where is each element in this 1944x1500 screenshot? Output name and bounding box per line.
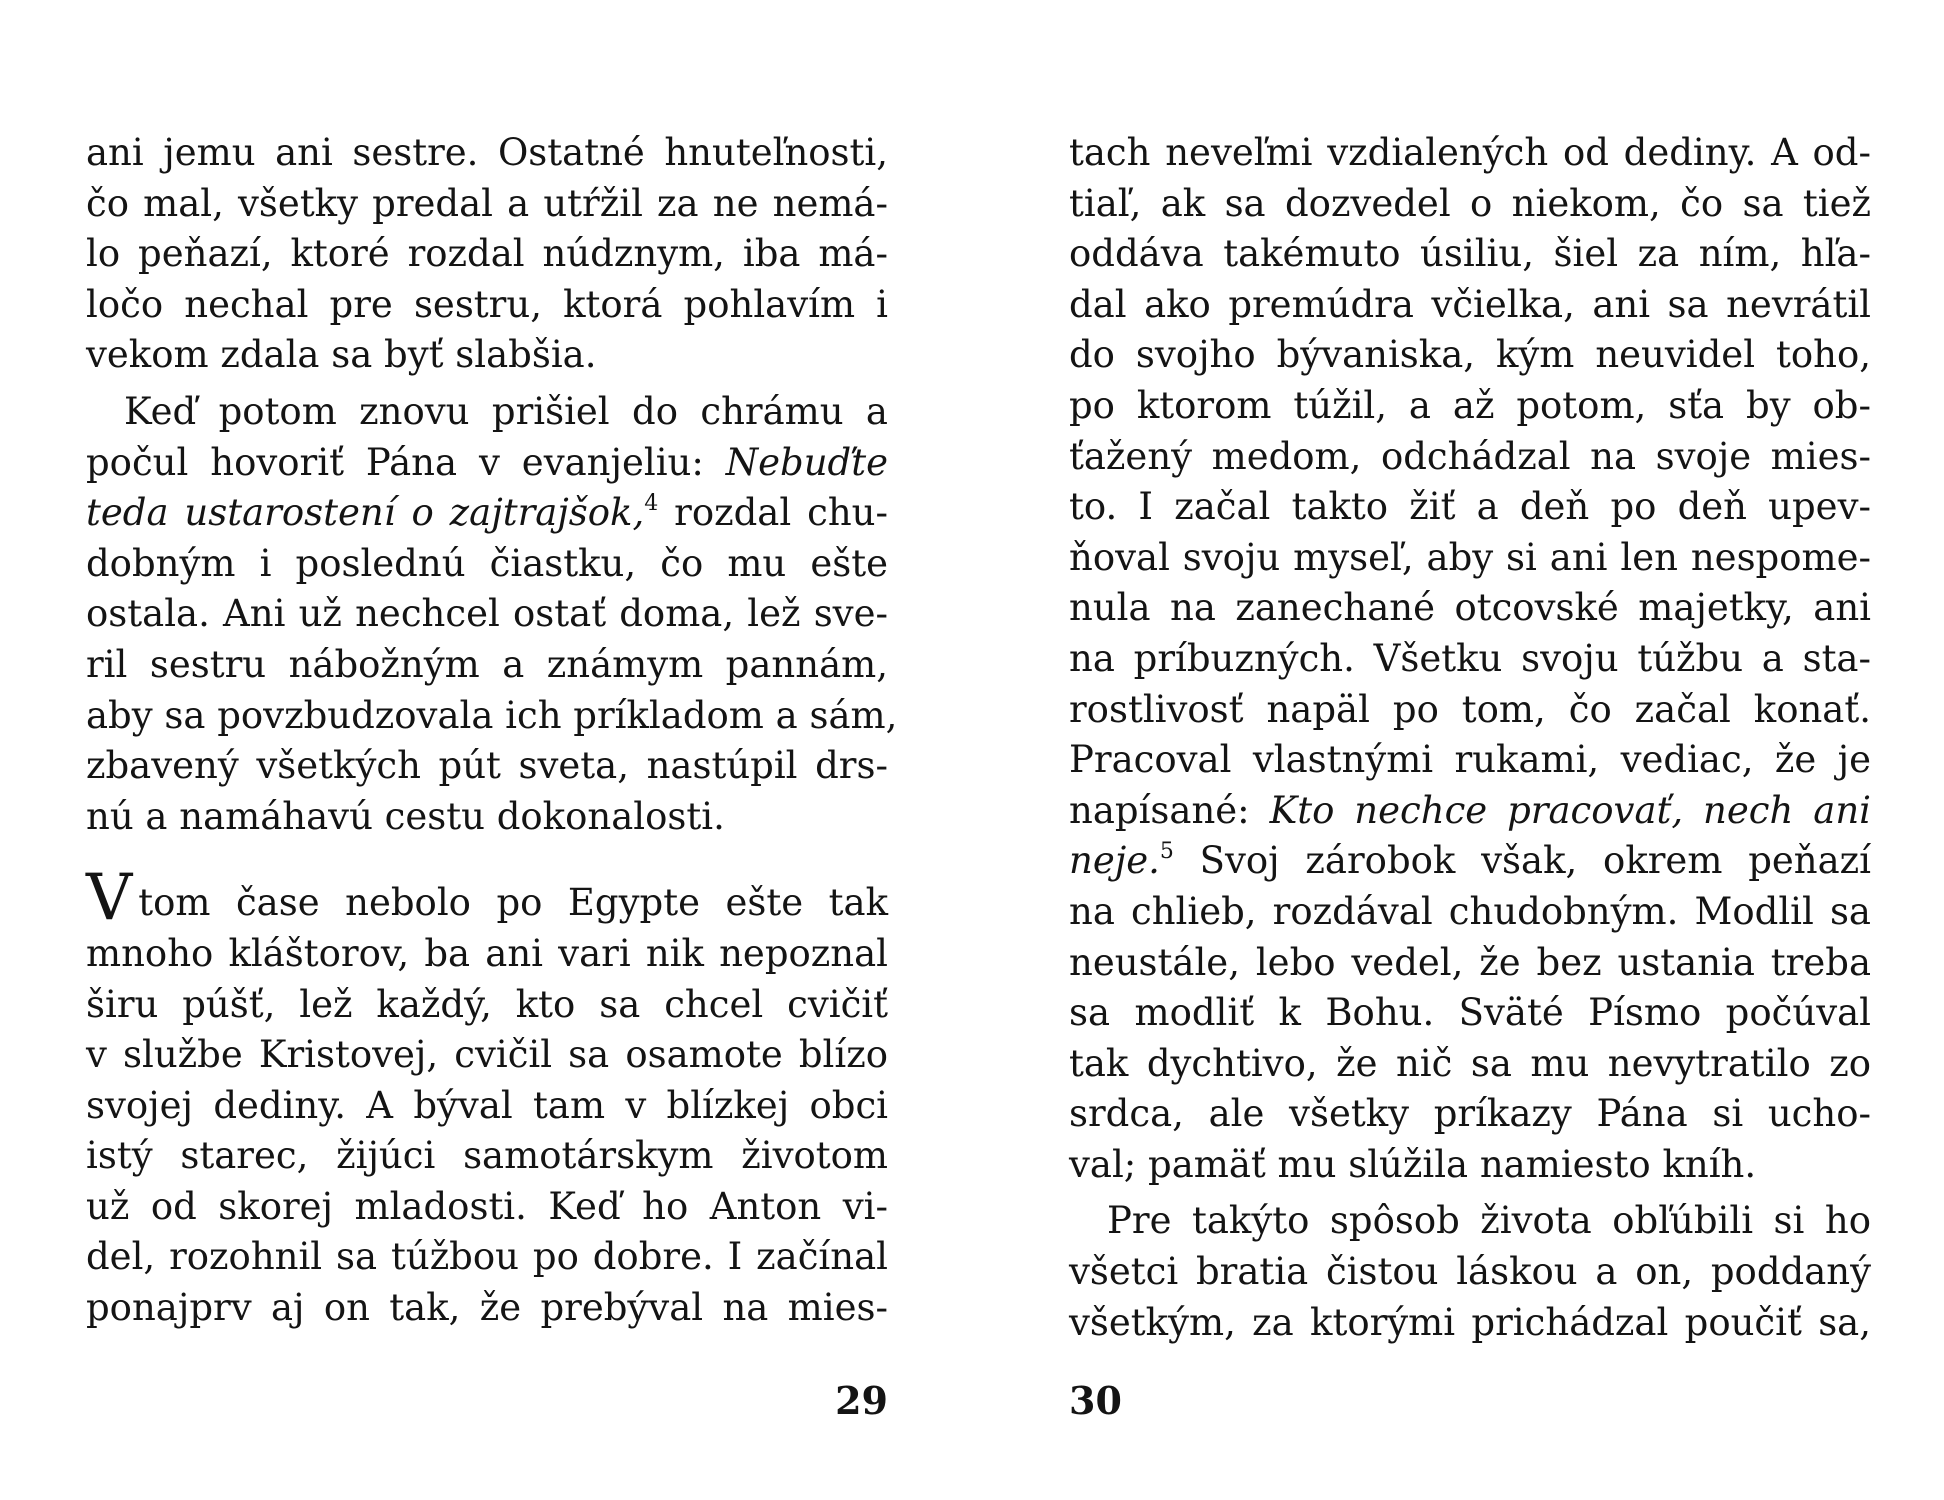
text-line: do svojho bývaniska, kým neuvidel toho, [1069, 333, 1871, 377]
text-line: tach neveľmi vzdialených od dediny. A od- [1069, 131, 1871, 174]
text-line [86, 488, 888, 539]
text-line: aby sa povzbudzovala ich príkladom a sám, [86, 693, 898, 737]
text-line: del, rozohnil sa túžbou po dobre. I začínal [86, 1235, 888, 1279]
right-page-text [1069, 128, 1871, 1348]
text-line: nú a namáhavú cestu dokonalosti. [86, 794, 725, 838]
text-line: oddáva takémuto úsiliu, šiel za ním, hľa- [1069, 232, 1871, 276]
text-line: ostala. Ani už nechcel ostať doma, lež sve- [86, 592, 888, 636]
footnote-marker: 4 [644, 491, 659, 517]
text-line: ani jemu ani sestre. Ostatné hnuteľnosti, [86, 131, 888, 174]
text-line: už od skorej mladosti. Keď ho Anton vi- [86, 1184, 888, 1228]
right-page [1069, 0, 1871, 1500]
text-line: sa modliť k Bohu. Sväté Písmo počúval [1069, 991, 1871, 1035]
text-line: v službe Kristovej, cvičil sa osamote blízo [86, 1033, 888, 1077]
left-page [86, 0, 898, 1500]
text-line: to. I začal takto žiť a deň po deň upev- [1069, 485, 1871, 529]
text-line: tiaľ, ak sa dozvedel o niekom, čo sa tiež [1069, 181, 1871, 225]
text-span: Svoj zárobok však, okrem peňazí [1173, 839, 1871, 883]
text-line: ťažený medom, odchádzal na svoje mies- [1069, 434, 1871, 478]
text-line: širu púšť, lež každý, kto sa chcel cvičiť [86, 982, 888, 1026]
text-line: neustále, lebo vedel, že bez ustania treba [1069, 940, 1871, 984]
text-line: mnoho kláštorov, ba ani vari nik nepoznal [86, 931, 888, 975]
text-line: lo peňazí, ktoré rozdal núdznym, iba má- [86, 232, 888, 276]
text-line: všetci bratia čistou láskou a on, poddaný [1069, 1250, 1871, 1294]
text-line: Pre takýto spôsob života obľúbili si ho [1107, 1199, 1871, 1243]
text-line: čo mal, všetky predal a utŕžil za ne nemá- [86, 181, 888, 225]
text-line [86, 438, 888, 489]
footnote-marker: 5 [1159, 839, 1174, 865]
page-number: 29 [835, 1378, 888, 1423]
italic-quote: Kto nechce pracovať, nech ani [1269, 788, 1871, 832]
text-line: dal ako premúdra včielka, ani sa nevrátil [1069, 282, 1871, 326]
text-line: ločo nechal pre sestru, ktorá pohlavím i [86, 282, 888, 326]
text-line [86, 861, 888, 936]
text-line: na príbuzných. Všetku svoju túžbu a sta- [1069, 636, 1871, 680]
text-line: ňoval svoju myseľ, aby si ani len nespome- [1069, 535, 1871, 579]
text-line: nula na zanechané otcovské majetky, ani [1069, 586, 1871, 630]
text-line: Keď potom znovu prišiel do chrámu a [124, 389, 888, 433]
text-line: zbavený všetkých pút sveta, nastúpil drs- [86, 744, 888, 788]
text-line: ril sestru nábožným a známym pannám, [86, 642, 888, 686]
page-number: 30 [1069, 1378, 1122, 1423]
text-line [1069, 786, 1871, 837]
text-line [1069, 836, 1871, 887]
text-line: tak dychtivo, že nič sa mu nevytratilo zo [1069, 1041, 1871, 1085]
text-line: val; pamäť mu slúžila namiesto kníh. [1069, 1142, 1757, 1186]
text-line: Pracoval vlastnými rukami, vediac, že je [1069, 738, 1871, 782]
text-line: po ktorom túžil, a až potom, sťa by ob- [1069, 383, 1871, 427]
text-line: rostlivosť napäl po tom, čo začal konať. [1069, 687, 1871, 731]
drop-cap: V [86, 861, 133, 936]
text-span: tom čase nebolo po Egypte ešte tak [138, 881, 888, 925]
text-line: na chlieb, rozdával chudobným. Modlil sa [1069, 889, 1871, 933]
text-line: ponajprv aj on tak, že prebýval na mies- [86, 1286, 888, 1330]
text-line: dobným i poslednú čiastku, čo mu ešte [86, 541, 888, 585]
italic-quote: teda ustarostení o zajtrajšok, [86, 491, 645, 535]
text-line: svojej dediny. A býval tam v blízkej obci [86, 1083, 888, 1127]
italic-quote: Nebuďte [725, 440, 888, 484]
left-page-text [86, 128, 898, 1334]
italic-quote: neje. [1069, 839, 1160, 883]
text-line: vekom zdala sa byť slabšia. [86, 333, 597, 377]
text-span: rozdal chu- [658, 491, 888, 535]
text-span: počul hovoriť Pána v evanjeliu: [86, 440, 726, 484]
text-line: srdca, ale všetky príkazy Pána si ucho- [1069, 1092, 1871, 1136]
text-span: napísané: [1069, 788, 1270, 832]
text-line: istý starec, žijúci samotárskym životom [86, 1134, 888, 1178]
text-line: všetkým, za ktorými prichádzal poučiť sa, [1069, 1300, 1871, 1344]
